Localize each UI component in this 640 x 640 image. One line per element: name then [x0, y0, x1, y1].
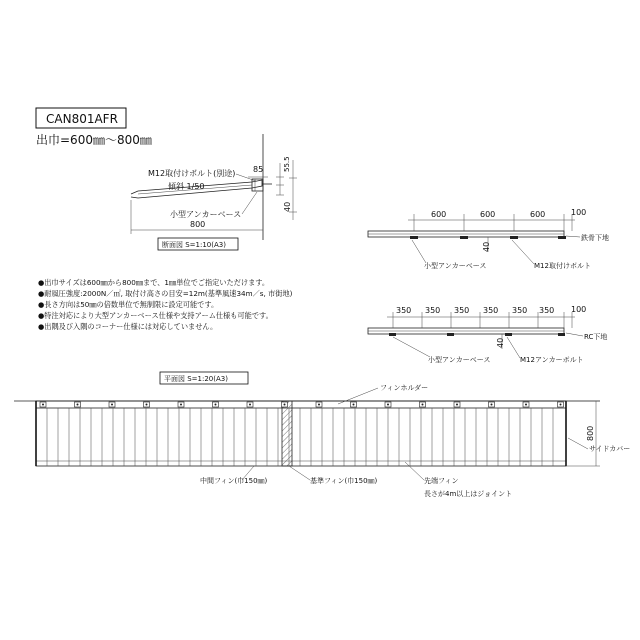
rc-dim-2: 350 [425, 306, 441, 315]
section-view [131, 134, 297, 250]
bolt-dot [284, 404, 286, 406]
note-1: ●出巾サイズは600㎜から800㎜まで、1㎜単位でご指定いただけます。 [38, 278, 270, 287]
joint-note: 長さが4m以上はジョイント [424, 490, 513, 498]
plan-dim-800: 800 [586, 425, 595, 441]
rc-dim-40: 40 [496, 337, 505, 348]
steel-base-label: 鉄骨下地 [581, 234, 609, 242]
bolt-dot [180, 404, 182, 406]
bolt-dot [560, 404, 562, 406]
product-code-box [36, 108, 126, 128]
base-fin-hatched [282, 401, 292, 466]
note-2: ●耐風圧強度:2000N／㎡, 取付け高さの目安=12m(基準風速34m／s, 市街地) [38, 289, 293, 298]
anchor-label-section: 小型アンカーベース [170, 210, 242, 219]
slope-label: 傾斜 1/50 [168, 182, 205, 191]
product-code: CAN801AFR [46, 112, 118, 126]
bolt-dot [42, 404, 44, 406]
bolt-dot [491, 404, 493, 406]
steel-dim-3: 600 [530, 210, 546, 219]
bolt-dot [422, 404, 424, 406]
note-5: ●出隅及び入隅のコーナー仕様には対応していません。 [38, 322, 218, 331]
rc-bolt-label: M12アンカーボルト [520, 356, 584, 364]
rc-dim-1: 350 [396, 306, 412, 315]
section-caption: 断面図 S=1:10(A3) [162, 241, 226, 249]
tip-fin-label: 先端フィン [424, 477, 459, 485]
plan-view [14, 372, 630, 498]
bolt-dot [111, 404, 113, 406]
bolt-dot [318, 404, 320, 406]
bolt-dot [387, 404, 389, 406]
dim-85: 85 [253, 165, 264, 174]
bolt-dot [525, 404, 527, 406]
width-range: 出巾=600㎜～800㎜ [36, 133, 152, 147]
steel-elevation [368, 208, 609, 270]
bolt-label-section: M12取付けボルト(別途) [148, 169, 236, 178]
rc-dim-6: 350 [539, 306, 555, 315]
steel-anchor-label: 小型アンカーベース [424, 262, 487, 270]
bolt-dot [215, 404, 217, 406]
bolt-dot [146, 404, 148, 406]
base-fin-label: 基準フィン(巾150㎜) [310, 477, 378, 485]
rc-dim-4: 350 [483, 306, 499, 315]
dim-40-section: 40 [283, 201, 292, 212]
steel-bolt-label: M12取付けボルト [534, 262, 591, 270]
plan-caption: 平面図 S=1:20(A3) [164, 375, 228, 383]
fin-holder-label: フィンホルダー [380, 384, 429, 392]
rc-dim-end: 100 [571, 305, 587, 314]
bolt-dot [249, 404, 251, 406]
fin-holder-bar [36, 401, 566, 408]
rc-anchor-label: 小型アンカーベース [428, 356, 491, 364]
steel-dim-40: 40 [482, 241, 491, 252]
dim-55-5: 55.5 [283, 156, 291, 172]
middle-fin-label: 中間フィン(巾150㎜) [200, 477, 268, 485]
bolt-dot [77, 404, 79, 406]
rc-dim-5: 350 [512, 306, 528, 315]
steel-dim-2: 600 [480, 210, 496, 219]
bolt-dot [456, 404, 458, 406]
plan-frame [36, 401, 566, 466]
side-cover-label: サイドカバー [589, 445, 631, 453]
steel-dim-end: 100 [571, 208, 587, 217]
note-3: ●長さ方向は50㎜の倍数単位で無制限に設定可能です。 [38, 300, 219, 309]
rc-dim-3: 350 [454, 306, 470, 315]
dim-800-section: 800 [190, 220, 206, 229]
bolt-dot [353, 404, 355, 406]
rc-elevation [368, 305, 607, 364]
steel-dim-1: 600 [431, 210, 447, 219]
rc-base-label: RC下地 [584, 333, 608, 341]
note-4: ●特注対応により大型アンカーベース仕様や支持アーム仕様も可能です。 [38, 311, 273, 320]
